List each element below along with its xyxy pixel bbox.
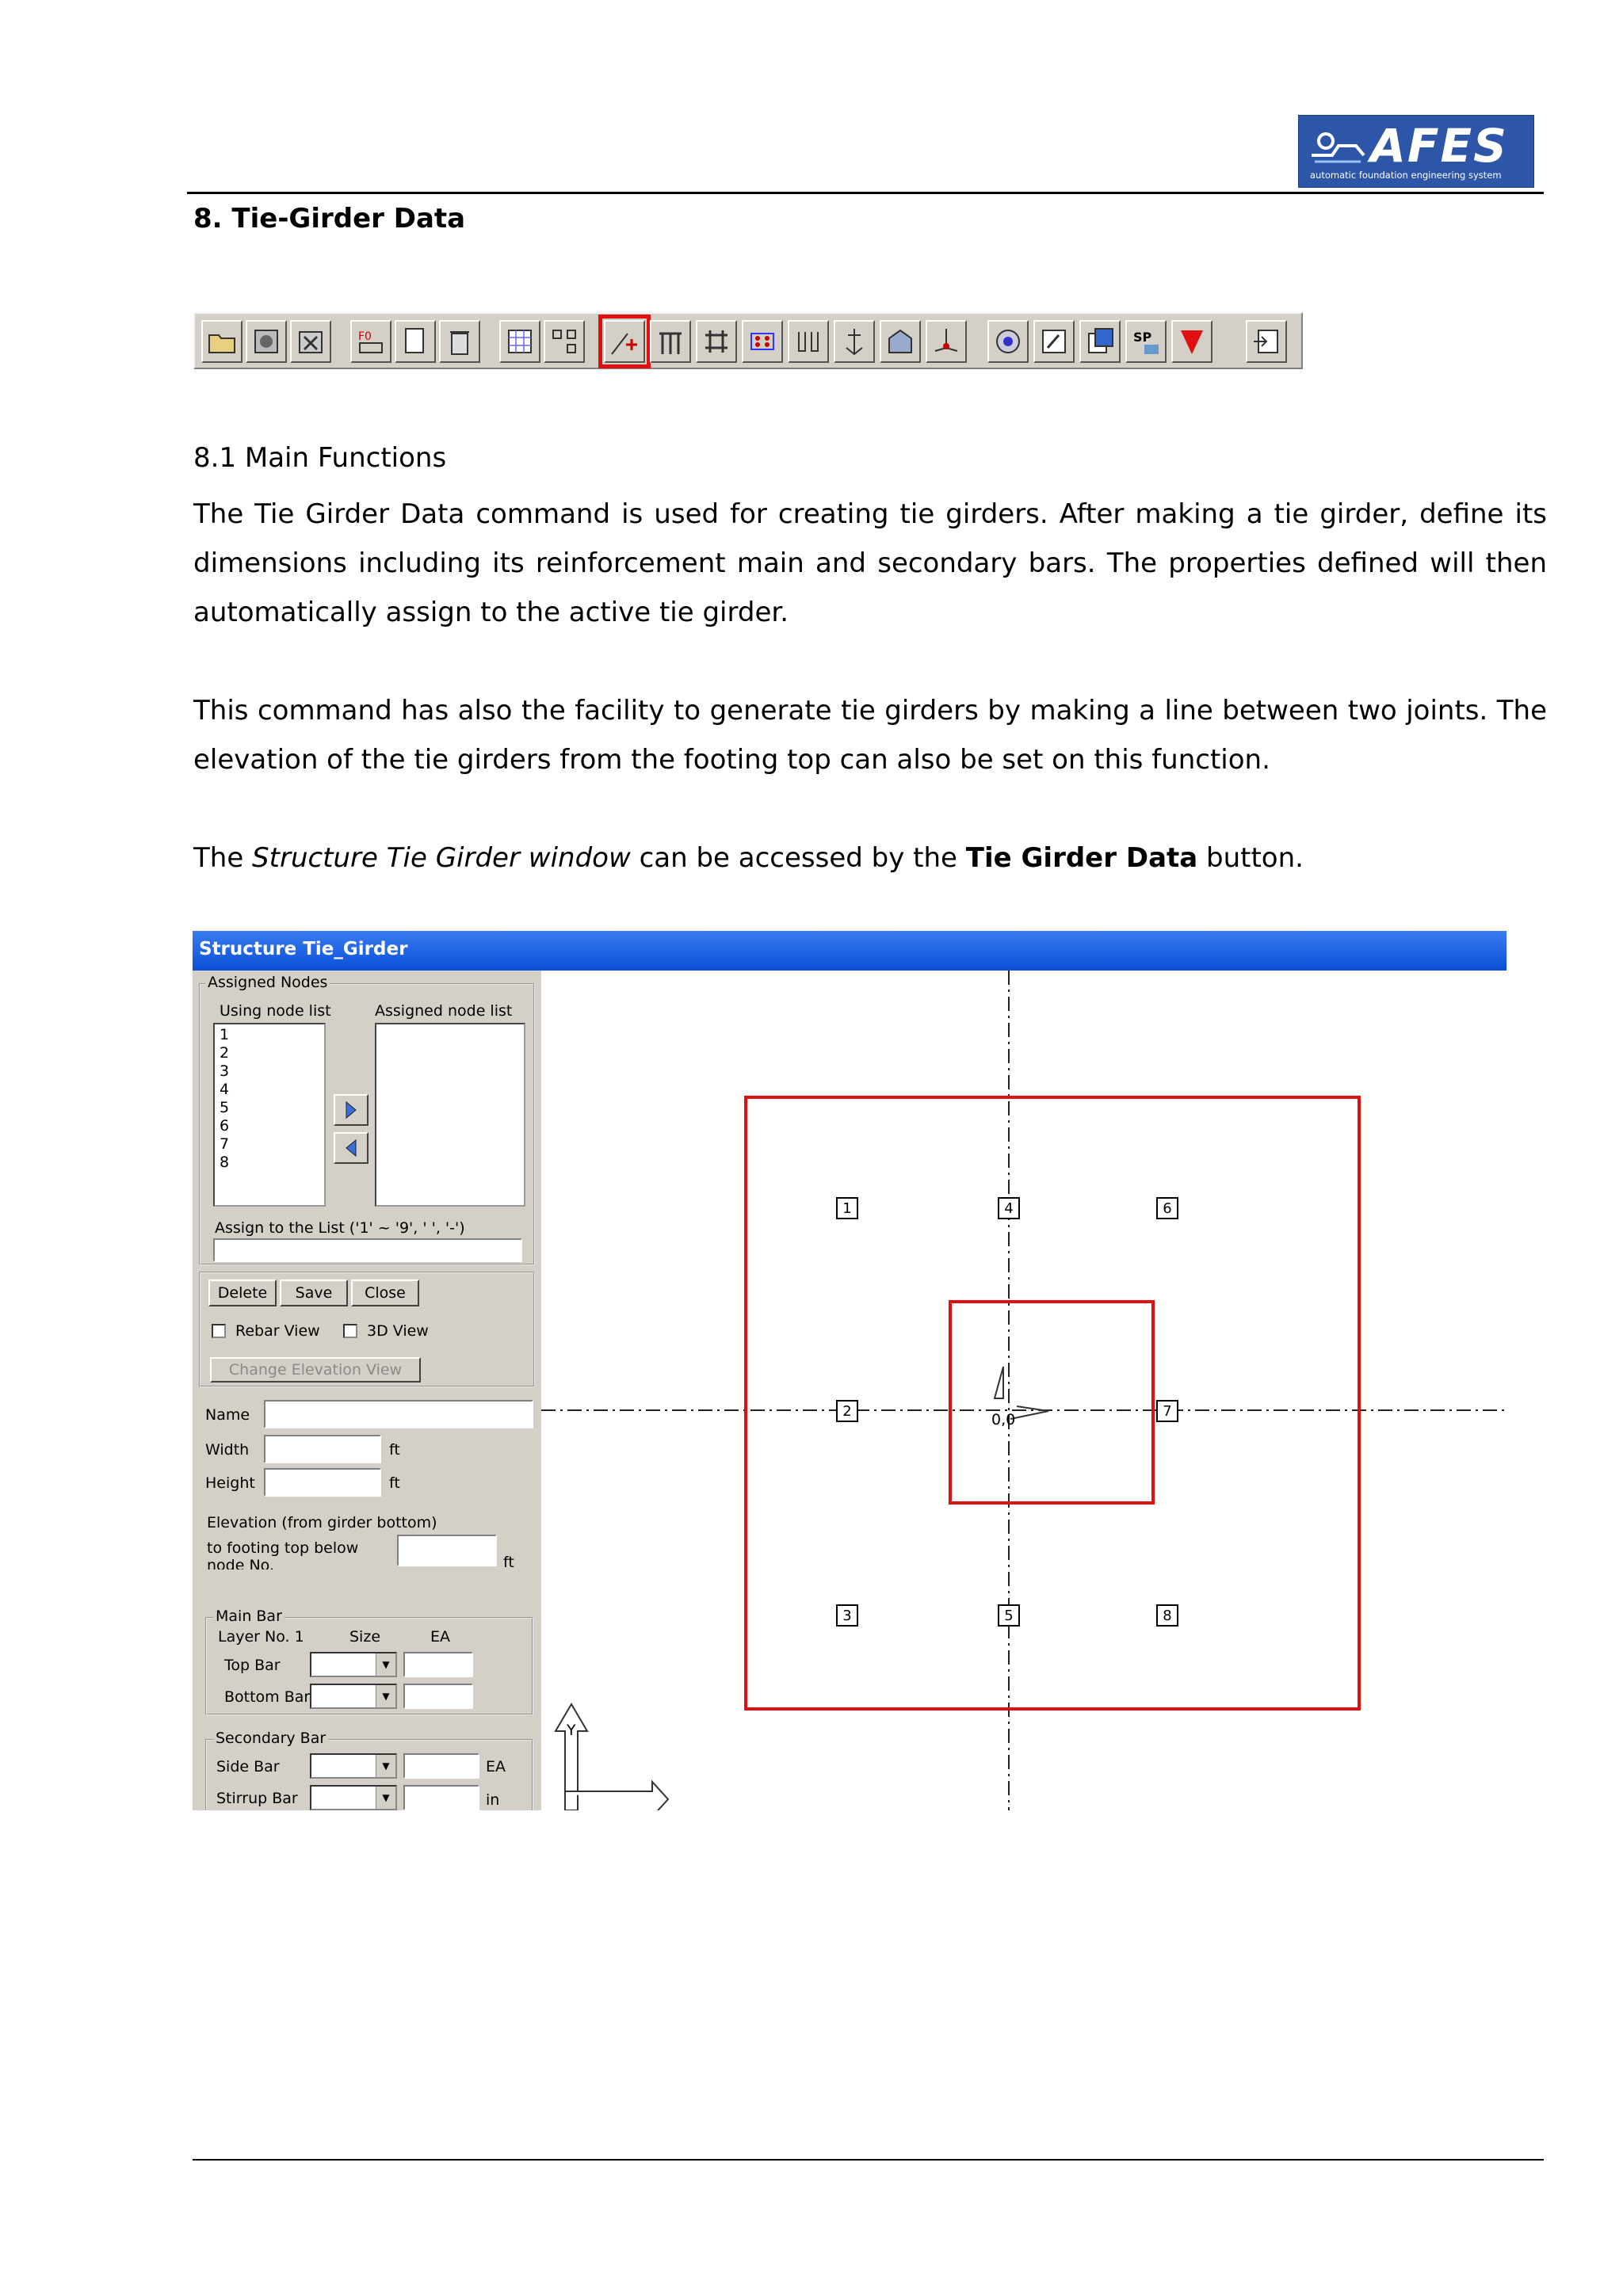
paragraph-main-functions: The Tie Girder Data command is used for creating tie girders. After making a tie girder, define its dimensions including its reinforcement main and secondary bars. The properties defined will then automatically assign to the active tie girder. (193, 498, 1547, 628)
node-7[interactable]: 7 (1156, 1400, 1178, 1422)
open-folder-icon (206, 326, 238, 357)
assigned-node-list-label: Assigned node list (375, 1002, 513, 1020)
save-button[interactable]: Save (280, 1280, 348, 1306)
open-folder-button[interactable] (201, 320, 242, 363)
settings-gear-icon (250, 326, 282, 357)
column-button[interactable] (788, 320, 829, 363)
top-bar-label: Top Bar (224, 1657, 281, 1674)
svg-text:SP: SP (1133, 330, 1152, 345)
para3-italic: Structure Tie Girder window (252, 842, 631, 874)
change-elevation-view-button[interactable]: Change Elevation View (210, 1357, 421, 1383)
properties-panel (193, 971, 541, 1810)
anchor-icon (838, 326, 870, 357)
height-label: Height (205, 1474, 255, 1492)
settings-button[interactable] (246, 320, 287, 363)
subheading: 8.1 Main Functions (193, 442, 447, 474)
origin-arrow-icon (1010, 1406, 1048, 1419)
arrow-right-icon (335, 1096, 367, 1124)
target-icon (992, 326, 1024, 357)
target-button[interactable] (987, 320, 1029, 363)
building-button[interactable] (880, 320, 921, 363)
assigned-node-listbox[interactable] (375, 1023, 525, 1207)
nodes-button[interactable] (544, 320, 585, 363)
sp-icon (1130, 326, 1162, 357)
name-label: Name (205, 1406, 250, 1424)
assign-to-list-input[interactable] (213, 1238, 522, 1262)
grid-button[interactable] (499, 320, 540, 363)
delete-button[interactable] (439, 320, 480, 363)
assigned-nodes-group (199, 974, 535, 1265)
elevation-input[interactable] (397, 1535, 497, 1566)
side-bar-size-select[interactable] (310, 1753, 397, 1779)
height-input[interactable] (264, 1468, 381, 1497)
copy-icon (399, 326, 431, 357)
height-unit: ft (389, 1474, 400, 1492)
assign-to-list-label: Assign to the List ('1' ~ '9', ' ', '-') (215, 1219, 465, 1237)
assigned-nodes-label: Assigned Nodes (205, 974, 330, 991)
foundation-logo-icon (1308, 124, 1367, 166)
chevron-down-icon: ▼ (376, 1755, 395, 1777)
tie-girder-icon (609, 326, 640, 357)
logo-text: AFES (1370, 119, 1508, 173)
building-icon (884, 326, 916, 357)
node-1[interactable]: 1 (836, 1197, 858, 1219)
copy-button[interactable] (395, 320, 436, 363)
bottom-bar-label: Bottom Bar (224, 1688, 311, 1706)
stirrup-bar-label: Stirrup Bar (216, 1790, 298, 1807)
exit-button[interactable] (1246, 320, 1287, 363)
3d-view-checkbox[interactable] (343, 1324, 357, 1338)
list-item[interactable]: 7 (220, 1135, 230, 1153)
export-button[interactable] (1079, 320, 1121, 363)
tools-icon (295, 326, 327, 357)
main-bar-group (205, 1608, 533, 1715)
side-bar-ea-input[interactable] (403, 1753, 479, 1779)
arrow-left-icon (335, 1134, 367, 1162)
pedestal-icon (701, 326, 732, 357)
window-title: Structure Tie_Girder (199, 939, 408, 959)
list-item[interactable]: 2 (220, 1044, 230, 1062)
mat-button[interactable] (742, 320, 783, 363)
chevron-down-icon: ▼ (376, 1653, 395, 1676)
pedestal-button[interactable] (696, 320, 737, 363)
tie-girder-data-button[interactable] (604, 320, 645, 363)
node-2[interactable]: 2 (836, 1400, 858, 1422)
column-icon (792, 326, 824, 357)
close-button[interactable]: Close (351, 1280, 419, 1306)
top-bar-size-select[interactable] (310, 1652, 397, 1677)
top-bar-ea-input[interactable] (403, 1652, 473, 1677)
logo-subtitle: automatic foundation engineering system (1310, 170, 1502, 181)
node-8[interactable]: 8 (1156, 1604, 1178, 1627)
toolbar (193, 312, 1303, 369)
pedestal-outline (950, 1302, 1153, 1503)
side-bar-label: Side Bar (216, 1758, 280, 1775)
stirrup-bar-size-select[interactable] (310, 1785, 397, 1810)
load-arrow-icon (1176, 326, 1208, 357)
add-footing-button[interactable] (350, 320, 391, 363)
width-unit: ft (389, 1441, 400, 1459)
load-arrow-button[interactable] (1171, 320, 1212, 363)
delete-button[interactable]: Delete (208, 1280, 277, 1306)
origin-marker-icon (995, 1367, 1003, 1398)
sp-button[interactable] (1125, 320, 1167, 363)
paragraph-access (193, 833, 1547, 883)
add-footing-icon (355, 326, 387, 357)
y-axis-label: Y (567, 1722, 576, 1739)
list-item[interactable]: 6 (220, 1117, 230, 1135)
node-5[interactable]: 5 (998, 1604, 1020, 1627)
plan-view-canvas[interactable] (541, 971, 1507, 1810)
tools-button[interactable] (290, 320, 331, 363)
x-axis-arrow-icon (565, 1782, 668, 1810)
elevation-unit: ft (503, 1554, 514, 1571)
chevron-down-icon: ▼ (376, 1685, 395, 1707)
pile-icon (655, 326, 686, 357)
list-item[interactable]: 3 (220, 1062, 230, 1080)
paragraph-generate: This command has also the facility to generate tie girders by making a line between two joints. The elevation of the tie girders from the footing top can also be set on this function. (193, 695, 1547, 776)
bottom-bar-ea-input[interactable] (403, 1684, 473, 1709)
main-bar-label: Main Bar (213, 1608, 285, 1625)
list-item[interactable]: 8 (220, 1154, 230, 1171)
actions-group (199, 1272, 535, 1387)
width-label: Width (205, 1441, 250, 1459)
list-item[interactable]: 1 (220, 1026, 230, 1043)
node-6[interactable]: 6 (1156, 1197, 1178, 1219)
side-bar-ea-unit: EA (486, 1758, 506, 1775)
elevation-label: Elevation (from girder bottom) (207, 1514, 437, 1531)
using-node-listbox[interactable] (213, 1023, 326, 1207)
using-node-list-label: Using node list (220, 1002, 331, 1020)
ea-label: EA (430, 1628, 451, 1646)
svg-text:F0: F0 (358, 330, 372, 343)
axes-icon (930, 326, 962, 357)
para3-prefix: The (193, 842, 253, 874)
section-title: 8. Tie-Girder Data (193, 203, 466, 235)
node-4[interactable]: 4 (998, 1197, 1020, 1219)
anchor-button[interactable] (834, 320, 875, 363)
name-input[interactable] (264, 1400, 533, 1428)
afes-logo (1298, 115, 1534, 188)
edit-button[interactable] (1033, 320, 1075, 363)
secondary-bar-group (205, 1730, 533, 1810)
axes-button[interactable] (926, 320, 967, 363)
export-icon (1084, 326, 1116, 357)
para3-bold: Tie Girder Data (965, 842, 1198, 874)
grid-icon (504, 326, 536, 357)
exit-icon (1251, 326, 1282, 357)
window-titlebar (193, 931, 1507, 971)
header-rule (187, 192, 1544, 194)
secondary-bar-label: Secondary Bar (213, 1730, 328, 1747)
rebar-view-checkbox[interactable] (212, 1324, 226, 1338)
node-3[interactable]: 3 (836, 1604, 858, 1627)
size-label: Size (349, 1628, 381, 1646)
pile-button[interactable] (650, 320, 691, 363)
para3-suffix: button. (1197, 842, 1304, 874)
origin-label: 0,0 (991, 1411, 1016, 1428)
plan-drawing (541, 971, 1507, 1810)
para3-middle: can be accessed by the (630, 842, 966, 874)
stirrup-bar-spacing-input[interactable] (403, 1785, 479, 1810)
layer-no-label: Layer No. 1 (218, 1628, 304, 1646)
footer-rule (193, 2159, 1544, 2161)
nodes-icon (548, 326, 580, 357)
mat-icon (747, 326, 778, 357)
remove-node-button[interactable] (334, 1132, 369, 1164)
structure-tie-girder-window (193, 931, 1507, 1810)
add-node-button[interactable] (334, 1094, 369, 1126)
elevation-label-line2: to footing top below (207, 1539, 359, 1557)
3d-view-label: 3D View (367, 1322, 429, 1340)
delete-icon (444, 326, 475, 357)
bottom-bar-size-select[interactable] (310, 1684, 397, 1709)
stirrup-bar-unit: in (486, 1791, 500, 1809)
chevron-down-icon: ▼ (376, 1787, 395, 1809)
rebar-view-label: Rebar View (235, 1322, 320, 1340)
width-input[interactable] (264, 1435, 381, 1463)
list-item[interactable]: 5 (220, 1099, 230, 1116)
list-item[interactable]: 4 (220, 1081, 230, 1098)
edit-icon (1038, 326, 1070, 357)
elevation-label-line3: node No. (207, 1557, 274, 1569)
